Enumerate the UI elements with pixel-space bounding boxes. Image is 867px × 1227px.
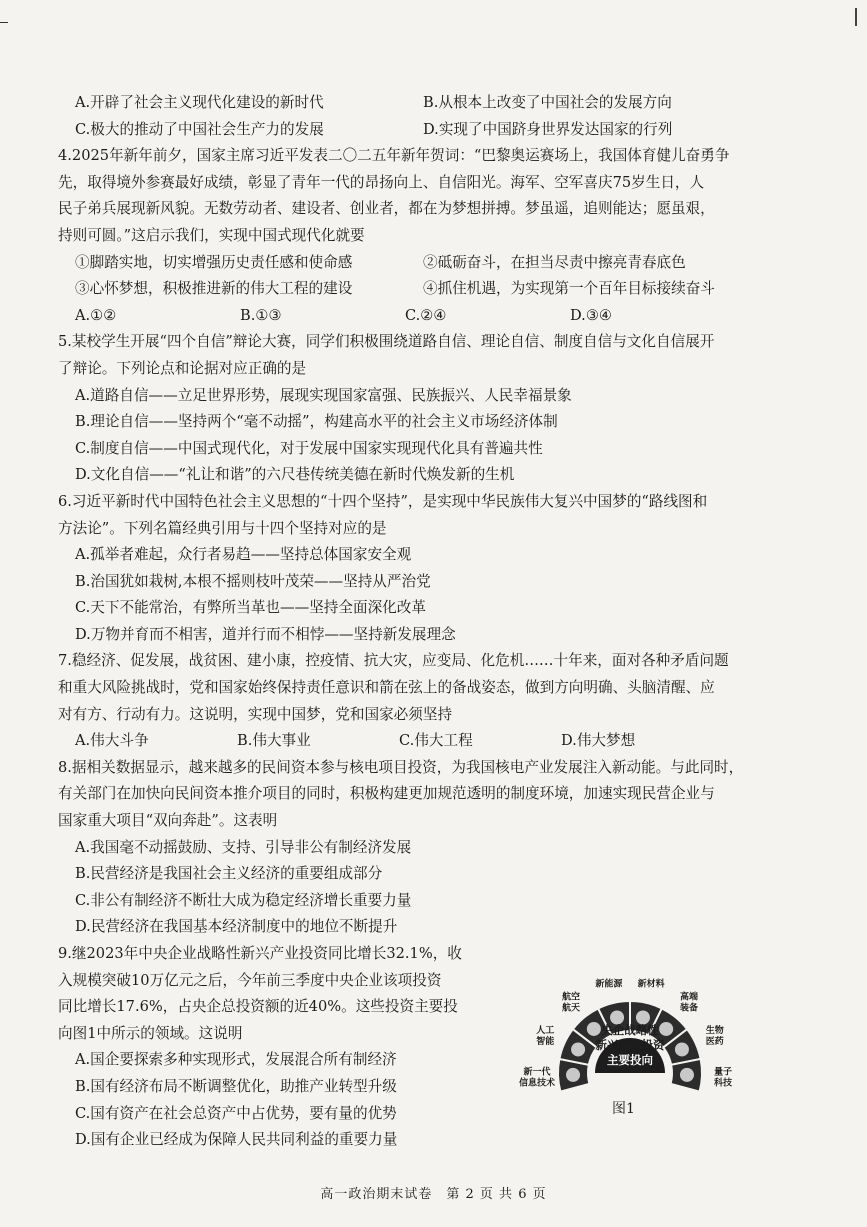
q7-option-b[interactable]: B.伟大事业 [237,732,311,750]
q7-options [58,728,818,755]
q4-stem-line: 4.2025年新年前夕，国家主席习近平发表二〇二五年新年贺词：“巴黎奥运赛场上，我国体育健儿奋勇争 [58,147,730,165]
q3-options-row2 [58,117,818,144]
q9-stem-line: 9.继2023年中央企业战略性新兴产业投资同比增长32.1%，收 [58,945,462,962]
sector-icon [659,1022,673,1036]
q9-stem-line: 向图1中所示的领域。这说明 [58,1024,243,1042]
q9-option-c[interactable]: C.国有资产在社会总资产中占优势，要有量的优势 [75,1104,397,1122]
q5-stem-line: 5.某校学生开展“四个自信”辩论大赛，同学们积极围绕道路自信、理论自信、制度自信与文化自信展开 [58,333,715,351]
q4-stem-line: 民子弟兵展现新风貌。无数劳动者、建设者、创业者，都在为梦想拼搏。梦虽遥，追则能达；愿虽艰， [58,200,715,218]
q6-option-c[interactable]: C.天下不能常治，有弊所当革也——坚持全面深化改革 [75,599,426,617]
q8-option-c[interactable]: C.非公有制经济不断壮大成为稳定经济增长重要力量 [75,891,412,909]
q4-item-1: ①脚踏实地，切实增强历史责任感和使命感 [75,253,353,271]
q7-option-d[interactable]: D.伟大梦想 [561,732,636,750]
q4-item-3: ③心怀梦想，积极推进新的伟大工程的建设 [75,280,353,298]
q9-stem-line: 同比增长17.6%，占央企总投资额的近40%。这些投资主要投 [58,998,458,1016]
center-text-line2: 新兴产业投资 [595,1038,665,1052]
sector-label: 新能源 [595,979,623,990]
q6-option-d[interactable]: D.万物并育而不相害，道并行而不相悖——坚持新发展理念 [75,625,456,643]
q5-option-c[interactable]: C.制度自信——中国式现代化，对于发展中国家实现现代化具有普遍共性 [75,439,543,457]
sector-label: 航空 [561,992,581,1003]
q4-items-row1 [58,250,818,277]
q5-option-a[interactable]: A.道路自信——立足世界形势，展现实现国家富强、民族振兴、人民幸福景象 [75,386,572,404]
center-text-line1: 央企战略性 [601,1023,659,1037]
q3-option-c[interactable]: C.极大的推动了中国社会生产力的发展 [75,120,324,138]
figure-caption: 图1 [612,1101,635,1117]
q9-stem-line: 入规模突破10万亿元之后，今年前三季度中央企业该项投资 [58,971,442,989]
q8-option-d[interactable]: D.民营经济在我国基本经济制度中的地位不断提升 [75,918,398,936]
sector-icon [587,1022,601,1036]
q3-options-row1 [58,90,818,117]
q9-option-b[interactable]: B.国有经济布局不断调整优化，助推产业转型升级 [75,1077,397,1095]
sector-label: 高端 [679,992,699,1003]
sector-label: 新一代 [523,1067,551,1078]
sector-label: 信息技术 [519,1078,556,1089]
sector-label: 人工 [536,1026,555,1037]
q4-stem-line: 持则可圆。”这启示我们，实现中国式现代化就要 [58,226,365,244]
sector-label: 科技 [713,1078,732,1089]
sector-icon [680,1068,694,1082]
q5-option-b[interactable]: B.理论自信——坚持两个“毫不动摇”，构建高水平的社会主义市场经济体制 [75,413,558,431]
sector-label: 智能 [536,1037,555,1048]
q5-option-d[interactable]: D.文化自信——“礼让和谐”的六尺巷传统美德在新时代焕发新的生机 [75,466,515,484]
q3-option-b[interactable]: B.从根本上改变了中国社会的发展方向 [423,94,672,111]
q9-option-d[interactable]: D.国有企业已经成为保障人民共同利益的重要力量 [75,1131,398,1149]
q4-items-row2 [58,276,818,303]
center-text-line3: 主要投向 [607,1053,653,1067]
q6-option-b[interactable]: B.治国犹如栽树,本根不摇则枝叶茂荣——坚持从严治党 [75,572,431,590]
q3-option-d[interactable]: D.实现了中国跻身世界发达国家的行列 [423,120,673,138]
q4-item-4: ④抓住机遇，为实现第一个百年目标接续奋斗 [423,280,715,298]
q8-stem-line: 8.据相关数据显示，越来越多的民间资本参与核电项目投资，为我国核电产业发展注入新动能。与此同时， [58,758,744,776]
q4-option-d[interactable]: D.③④ [570,306,612,324]
sector-icon [675,1042,689,1056]
q7-stem-line: 7.稳经济、促发展，战贫困、建小康，控疫情、抗大灾，应变局、化危机……十年来，面对各种矛盾问题 [58,652,729,670]
q6-stem-line: 方法论”。下列名篇经典引用与十四个坚持对应的是 [58,519,387,537]
q4-option-a[interactable]: A.①② [75,306,117,324]
q8-stem-line: 国家重大项目“双向奔赴”。这表明 [58,812,278,830]
q3-option-a[interactable]: A.开辟了社会主义现代化建设的新时代 [75,94,324,111]
q7-option-a[interactable]: A.伟大斗争 [75,732,149,750]
q9-option-a[interactable]: A.国企要探索多种实现形式，发展混合所有制经济 [75,1051,397,1069]
sector-label: 医药 [705,1037,724,1048]
q8-option-b[interactable]: B.民营经济是我国社会主义经济的重要组成部分 [75,865,383,883]
q5-stem-line: 了辩论。下列论点和论据对应正确的是 [58,359,307,377]
q6-option-a[interactable]: A.孤举者难起，众行者易趋——坚持总体国家安全观 [75,546,412,564]
q7-stem-line: 对有方、行动有力。这说明，实现中国梦，党和国家必须坚持 [58,705,453,723]
scan-mark-left [0,22,8,23]
q4-item-2: ②砥砺奋斗，在担当尽责中擦亮青春底色 [423,253,686,271]
q4-stem-line: 先，取得境外参赛最好成绩，彰显了青年一代的昂扬向上、自信阳光。海军、空军喜庆75岁生日，人 [58,173,705,191]
q7-option-c[interactable]: C.伟大工程 [399,732,473,750]
sector-label: 生物 [705,1026,724,1037]
q4-option-b[interactable]: B.①③ [240,306,282,324]
q6-stem-line: 6.习近平新时代中国特色社会主义思想的“十四个坚持”，是实现中华民族伟大复兴中国梦的“路线图和 [58,492,708,510]
page-footer: 高一政治期末试卷 第 2 页 共 6 页 [320,1187,547,1202]
sector-label: 航天 [561,1003,581,1014]
sector-icon [571,1042,585,1056]
q8-stem-line: 有关部门在加快向民间资本推介项目的同时，积极构建更加规范透明的制度环境，加速实现民营企业与 [58,785,715,803]
sector-label: 新材料 [637,979,665,990]
q7-stem-line: 和重大风险挑战时，党和国家始终保持责任意识和箭在弦上的备战姿态，做到方向明确、头脑清醒、应 [58,679,715,697]
q8-option-a[interactable]: A.我国毫不动摇鼓励、支持、引导非公有制经济发展 [75,838,412,856]
sector-icon [566,1068,580,1082]
q4-options [58,303,818,330]
q4-option-c[interactable]: C.②④ [405,306,447,324]
sector-label: 量子 [713,1067,732,1078]
sector-label: 装备 [679,1003,699,1014]
scan-mark-right [855,8,857,26]
